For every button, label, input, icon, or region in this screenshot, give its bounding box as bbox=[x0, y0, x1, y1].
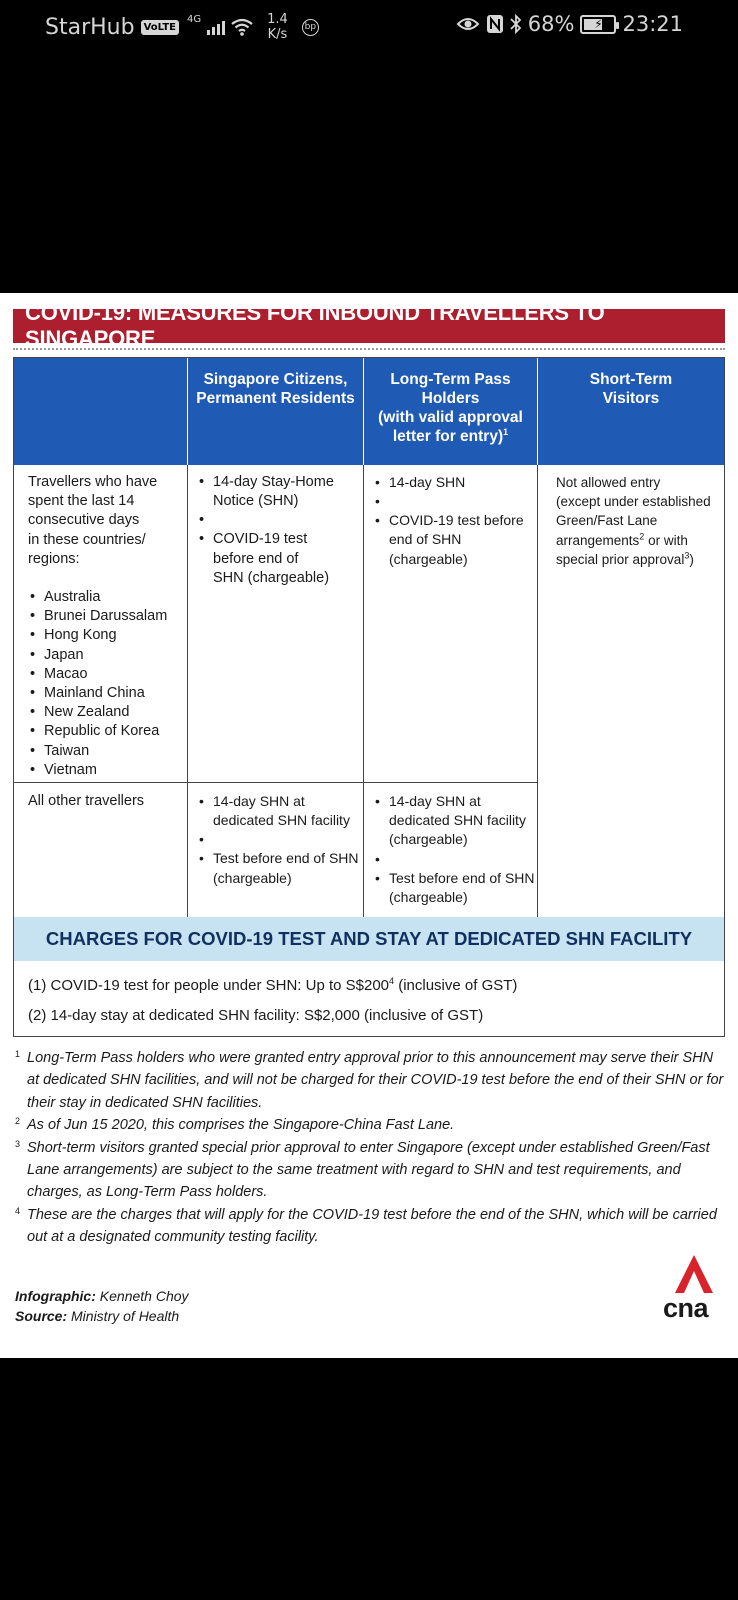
bluetooth-icon bbox=[510, 14, 522, 34]
footnote-2-ref: 2 bbox=[639, 531, 645, 542]
charging-icon: ⚡ bbox=[594, 17, 603, 31]
header-ltp: Long-Term Pass Holders (with valid approval letter for entry)$^1$ bbox=[378, 371, 523, 445]
list-item: • 14-day SHN bbox=[373, 473, 536, 492]
list-item: • 14-day SHN at dedicated SHN facility (chargeable) bbox=[373, 792, 536, 850]
signal-icon bbox=[207, 19, 225, 35]
eye-comfort-icon bbox=[456, 16, 480, 32]
row2-label: All other travellers bbox=[28, 793, 145, 809]
clock: 23:21 bbox=[622, 12, 683, 36]
row1-visitors: Not allowed entry (except under established Green/Fast Lane arrangements$^2$ or with special prior approval$^3$) bbox=[556, 475, 711, 567]
row1-citizens bbox=[197, 473, 362, 588]
charges-heading: CHARGES FOR COVID-19 TEST AND STAY AT DEDICATED SHN FACILITY bbox=[13, 917, 725, 961]
footnote-3-ref: 3 bbox=[684, 550, 690, 561]
row1-ltp bbox=[373, 473, 536, 569]
charge-item: (1) COVID-19 test for people under SHN: Up to $S\$200^4$ (inclusive of GST) bbox=[28, 976, 518, 994]
list-item: • Test before end of SHN (chargeable) bbox=[373, 869, 536, 907]
row2-ltp bbox=[373, 792, 536, 907]
list-item: • Vietnam bbox=[28, 761, 183, 780]
column-divider bbox=[363, 465, 364, 923]
row-divider bbox=[14, 782, 537, 783]
list-item: • Brunei Darussalam bbox=[28, 607, 183, 626]
footnote-1-ref: 1 bbox=[503, 426, 509, 437]
nfc-icon bbox=[486, 14, 504, 34]
charges-list bbox=[13, 961, 725, 1037]
cna-logo-text: cna bbox=[663, 1293, 709, 1323]
column-divider bbox=[537, 465, 538, 923]
footnote: 4 These are the charges that will apply for the COVID-19 test before the end of the SHN, which will be carried out at a designated community testing facility. bbox=[15, 1205, 717, 1246]
list-item: • Mainland China bbox=[28, 684, 183, 703]
list-item: • 14-day SHN at dedicated SHN facility bbox=[197, 792, 362, 830]
network-type: 4G bbox=[187, 14, 202, 25]
list-item: • Taiwan bbox=[28, 742, 183, 761]
list-item: • Macao bbox=[28, 665, 183, 684]
network-speed: 1.4 K/s bbox=[267, 12, 288, 42]
infographic bbox=[0, 293, 738, 1358]
list-item: • New Zealand bbox=[28, 703, 183, 722]
footnote: 2 As of Jun 15 2020, this comprises the Singapore-China Fast Lane. bbox=[15, 1116, 455, 1134]
row1-label: Travellers who have spent the last 14 consecutive days in these countries/ regions: • Australia • Brunei Darussalam • Hong Kong • Japan • Macao • Mainland China • New Zealand • Republic of Korea • Taiwan • Vietnam bbox=[28, 473, 183, 780]
battery-percent: 68% bbox=[527, 12, 575, 36]
column-divider bbox=[187, 465, 188, 923]
footnote: 1 Long-Term Pass holders who were granted entry approval prior to this announcement may serve their SHN at dedicated SHN facilities, and will not be charged for their COVID-19 test before the end of their SHN or for their stay in dedicated SHN facilities. bbox=[15, 1049, 724, 1111]
dotted-divider bbox=[13, 348, 725, 350]
credits: Infographic: Kenneth Choy Source: Ministry of Health bbox=[15, 1288, 189, 1324]
list-item: • COVID-19 test before end of SHN (chargeable) bbox=[373, 511, 536, 569]
status-bar bbox=[0, 0, 738, 52]
list-item: • COVID-19 test before end of SHN (chargeable) bbox=[197, 530, 362, 588]
infographic-title: COVID-19: MEASURES FOR INBOUND TRAVELLERS TO SINGAPORE bbox=[13, 309, 725, 343]
charge-item: (2) 14-day stay at dedicated SHN facility: S$2,000 (inclusive of GST) bbox=[28, 1007, 484, 1024]
list-item: • Republic of Korea bbox=[28, 722, 183, 741]
carrier-name: StarHub bbox=[45, 14, 135, 40]
footnote-4-ref: 4 bbox=[389, 976, 395, 986]
list-item: • Japan bbox=[28, 646, 183, 665]
wifi-icon bbox=[231, 18, 253, 36]
header-citizens: Singapore Citizens, Permanent Residents bbox=[196, 371, 355, 407]
header-visitors: Short-Term Visitors bbox=[589, 371, 673, 407]
country-list bbox=[28, 588, 183, 780]
battery-icon bbox=[580, 15, 616, 34]
list-item: • Australia bbox=[28, 588, 183, 607]
footnote: 3 Short-term visitors granted special prior approval to enter Singapore (except under established Green/Fast Lane arrangements) are subject to the same treatment with regard to SHN and test requirements, and charges, as Long-Term Pass holders. bbox=[15, 1138, 710, 1201]
row2-citizens bbox=[197, 792, 362, 888]
list-item: • 14-day Stay-Home Notice (SHN) bbox=[197, 473, 362, 511]
bp-icon: bp bbox=[302, 19, 319, 36]
footnotes bbox=[13, 1047, 725, 1249]
volte-icon: VoLTE bbox=[141, 20, 179, 35]
list-item: • Test before end of SHN (chargeable) bbox=[197, 849, 362, 887]
list-item: • Hong Kong bbox=[28, 626, 183, 645]
measures-table bbox=[13, 357, 725, 924]
